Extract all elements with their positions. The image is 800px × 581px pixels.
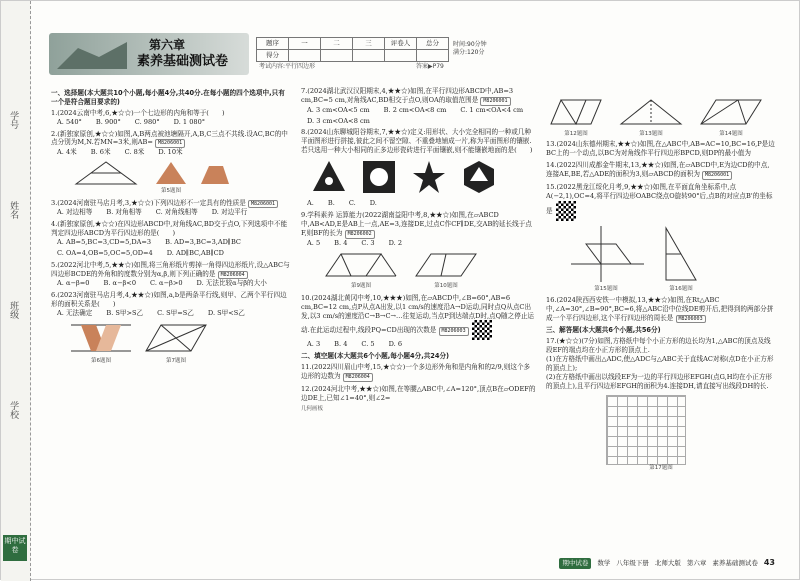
isosceles-parallelogram-figure	[546, 96, 606, 128]
figure-15	[566, 224, 646, 294]
figure-caption: 第7题图	[166, 357, 186, 364]
content-note: 考试内容:平行四边形	[259, 63, 316, 70]
score-cell[interactable]	[353, 50, 385, 62]
question-12	[301, 385, 536, 403]
time-limit: 时间:90分钟	[453, 41, 487, 48]
triangle-point-figure	[616, 96, 686, 128]
section-heading: 三、解答题(本大题共6个小题,共56分)	[546, 326, 661, 335]
figure-16	[656, 224, 706, 294]
figures-12-14	[546, 96, 776, 138]
figure-caption: 第15题图	[594, 286, 618, 293]
option: D. 1 080°	[173, 117, 206, 126]
score-cell[interactable]	[321, 50, 353, 62]
option: A. 对边相等	[57, 208, 93, 217]
figures-6-7	[71, 321, 291, 365]
option: A. α−β=0	[57, 279, 90, 288]
option: C. 1 cm<OA<4 cm	[460, 105, 524, 114]
option: B.	[327, 199, 335, 208]
question-code: M8206003	[676, 315, 706, 324]
question-text	[51, 199, 291, 209]
parallelogram-cf-figure	[321, 250, 401, 280]
score-header: 一	[289, 38, 321, 50]
option: A. 3	[307, 340, 321, 349]
figure-caption: 第12题图	[564, 130, 588, 137]
binding-margin	[1, 1, 31, 581]
parallelogram-figure	[141, 321, 211, 355]
option: A. 5	[307, 238, 321, 247]
right-triangle-cut-figure	[656, 224, 706, 284]
figure-caption: 第10题图	[434, 283, 458, 290]
option: A. 540°	[57, 117, 82, 126]
question-5	[51, 261, 291, 289]
hexagon-pattern-icon	[461, 159, 497, 195]
question-text: 1.(2024云南中考,6,★☆☆)一个七边形的内角和等于( )	[51, 108, 225, 117]
option: C. 980°	[134, 117, 160, 126]
grid-figure-17	[606, 395, 686, 465]
question-code: M8206001	[248, 200, 278, 209]
figure-10	[411, 250, 481, 290]
figure-12	[546, 96, 606, 138]
footer-subject: 数学	[597, 559, 611, 568]
square-pattern-icon	[361, 159, 397, 195]
option: D. AD∥BC,AB∥CD	[166, 248, 224, 257]
question-code: M8206003	[439, 327, 469, 336]
question-code: M8206001	[155, 139, 185, 148]
question-text: 10.(2024湖北黄冈中考,10,★★★)如图,在▱ABCD中,∠B=60°,AB=6 cm,BC=12 cm,点P从点A出发,以1 cm/s的速度沿A→D运动,同时点Q从点C出发,以3 cm/s的速度沿C→B→C→…往复运动,当点P到达端点D时,点Q随之停止运动.在此运动过程中,线段PQ=CD出现的次数是	[301, 293, 535, 335]
question-text: 8.(2024山东聊城阳谷期末,7,★★☆)定义:用形状、大小完全相同的一种或几种平面图形进行拼接,彼此之间不留空隙、不重叠地铺成一片,称为平面图形的镶嵌.若只选用一种大小相同的正多边形瓷砖进行平面镶嵌,则不能镶嵌地面的是( )	[301, 128, 533, 155]
figures-15-16	[566, 224, 776, 294]
figure-caption: 第17题图	[649, 464, 673, 471]
question-text: 15.(2022黑龙江绥化月考,9,★★☆)如图,在平面直角坐标系中,点A(−2,1),OC=4,将平行四边形OABC绕点O旋转90°后,点B的对应点B'的坐标是	[546, 182, 773, 215]
question-code: M8206001	[480, 97, 510, 106]
footer-grade: 八年级下册	[616, 559, 649, 568]
moving-points-figure	[411, 250, 481, 280]
option: B. 6米	[90, 148, 111, 157]
option: A. 4米	[57, 148, 77, 157]
question-14	[546, 161, 776, 180]
question-text: 5.(2022河北中考,5,★★☆)如图,将三角形纸片剪掉一角得四边形纸片,设△ABC与四边形BCDE的外角和的度数分别为α,β,则下列正确的是	[51, 260, 290, 278]
option: D. 无法比较α与β的大小	[196, 279, 267, 288]
option: C. α−β>0	[150, 279, 183, 288]
score-cell[interactable]	[385, 50, 417, 62]
question-4	[51, 220, 291, 258]
question-text: 2.(新独家原创,★☆☆)如图,A,B两点被池塘隔开,A,B,C三点不共线.设AC,BC的中点分别为M,N.若MN=3米,则AB=	[51, 129, 288, 147]
question-11	[301, 363, 536, 382]
question-code: M8206001	[702, 171, 732, 180]
question-text: 6.(2023河南驻马店月考,4,★★☆)如图,a,b是两条平行线,则甲、乙两个平行四边形的面积关系是( )	[51, 291, 287, 309]
question-1	[51, 109, 291, 127]
option: B. 对角相等	[106, 208, 142, 217]
question-15	[546, 183, 776, 221]
figure-9	[321, 250, 401, 290]
question-text: 17.(★☆☆)(7分)如图,方格纸中每个小正方形的边长均为1,△ABC的顶点及线段EF的端点均在小正方形的顶点上.	[546, 337, 771, 355]
question-text: 13.(2024山东德州期末,★★☆)如图,在△ABC中,AB=AC=10,BC=16,P是边BC上的一个动点,以BC为对角线作平行四边形BPCD,则DP的最小值为	[546, 140, 775, 158]
figure-6	[71, 321, 131, 365]
question-text	[51, 261, 291, 280]
section-heading: 一、选择题(本大题共10个小题,每小题4分,共40分.在每小题的四个选项中,只有一个是符合题目要求的)	[51, 89, 285, 106]
section-heading: 二、填空题(本大题共6个小题,每小题4分,共24分)	[301, 352, 450, 361]
question-16	[546, 296, 776, 324]
question-17	[546, 337, 776, 472]
option: B. 4	[334, 238, 348, 247]
question-2	[51, 130, 291, 196]
question-text: 14.(2022四川成都金牛期末,13,★★☆)如图,在▱ABCD中,E为边CD的中点,连接AE,BE,若△ADE的面积为3,则▱ABCD的面积为	[546, 161, 770, 178]
score-cell: 得分	[257, 50, 289, 62]
pond-triangle-figure	[71, 160, 141, 186]
parallel-lines-figure	[71, 321, 131, 355]
figure-14	[696, 96, 766, 138]
question-code: M8206004	[343, 373, 373, 382]
option: B. S甲>S乙	[106, 309, 144, 318]
question-code: M8206004	[218, 271, 248, 280]
midpoint-parallelogram-figure	[696, 96, 766, 128]
question-text: 4.(新独家原创,★☆☆)在四边形ABCD中,对角线AC,BD交于点O,下列选项中不能判定四边形ABCD为平行四边形的是( )	[51, 220, 288, 238]
page-footer	[559, 558, 775, 569]
exam-title: 素养基础测试卷	[137, 54, 229, 69]
option: A.	[307, 199, 314, 208]
qr-code-icon[interactable]	[556, 201, 576, 221]
option: A. AB=5,BC=3,CD=5,DA=3	[57, 237, 152, 246]
option: C. 对角线相等	[155, 208, 198, 217]
footer-title: 素养基础测试卷	[712, 559, 758, 568]
figure-7	[141, 321, 211, 365]
question-3	[51, 199, 291, 218]
option: B. AD=3,BC=3,AD∥BC	[165, 237, 241, 246]
option: D. 对边平行	[211, 208, 248, 217]
question-text	[51, 130, 291, 149]
figure-caption: 第13题图	[639, 130, 663, 137]
score-header: 三	[353, 38, 385, 50]
question-text	[301, 87, 536, 106]
question-8	[301, 128, 536, 208]
qr-code-icon[interactable]	[472, 320, 492, 340]
figure-caption: 第5题图	[161, 188, 181, 195]
option: D. 3 cm<OA<8 cm	[307, 116, 370, 125]
page-number: 43	[763, 558, 775, 568]
score-header: 评卷人	[385, 38, 417, 50]
figure-caption: 第14题图	[719, 130, 743, 137]
question-13	[546, 140, 776, 158]
question-text: 16.(2024陕西西安铁一中模拟,13,★★☆)如图,在Rt△ABC中,∠A=30°,∠B=90°,BC=6,将△ABC沿中位线DE剪开后,把得到的两部分拼成一个平行四边形,这个平行四边形的周长是	[546, 295, 774, 322]
figure-caption: 第9题图	[351, 283, 371, 290]
footer-chapter: 第六章	[686, 559, 707, 568]
qr-note: 几何画板	[301, 405, 324, 412]
question-text	[301, 211, 536, 239]
question-9	[301, 211, 536, 291]
coordinate-figure	[566, 224, 646, 284]
score-header: 总分	[417, 38, 449, 50]
star-pentagon-icon	[411, 159, 447, 195]
question-text	[301, 294, 536, 341]
footer-tag: 期中试卷	[559, 558, 591, 569]
figures-9-10	[321, 250, 536, 290]
score-cell[interactable]	[289, 50, 321, 62]
figure-13	[616, 96, 686, 138]
score-cell[interactable]	[417, 50, 449, 62]
option: C. 3	[361, 238, 375, 247]
question-text: 12.(2024河北中考,★★☆)如图,在等腰△ABC中,∠A=120°,顶点B在▱ODEF的边DE上,已知∠1=40°,则∠2=	[301, 384, 536, 402]
score-table	[256, 37, 449, 62]
option: C. S甲=S乙	[157, 309, 194, 318]
option: B. 4	[334, 340, 348, 349]
chapter-number: 第六章	[149, 38, 186, 52]
option: C.	[348, 199, 356, 208]
option: A. 3 cm<OA<5 cm	[307, 105, 370, 114]
question-text: 11.(2022四川眉山中考,15,★☆☆)一个多边形外角和是内角和的2/9,则这个多边形的边数为	[301, 363, 531, 381]
option: D.	[369, 199, 377, 208]
chapter-header	[49, 33, 249, 75]
option: D. 10米	[158, 148, 183, 157]
option: C. 8米	[124, 148, 145, 157]
figure-caption: 第6题图	[91, 357, 111, 364]
column-3	[546, 93, 776, 475]
option: B. 900°	[95, 117, 121, 126]
class-label: 班级	[8, 301, 19, 319]
question-text: 7.(2024湖北武汉汉阳期末,4,★★☆)如图,在平行四边形ABCD中,AB=3 cm,BC=5 cm,对角线AC,BD相交于点O,则OA的取值范围是	[301, 87, 514, 104]
cut-triangle-figure	[151, 160, 231, 186]
full-score: 满分:120分	[453, 48, 485, 56]
option: A. 无法确定	[57, 309, 93, 318]
score-header: 题序	[257, 38, 289, 50]
question-text: 3.(2024河南驻马店月考,3,★☆☆)下列四边形不一定具有的性质是	[51, 198, 246, 207]
question-10	[301, 294, 536, 350]
column-1	[51, 87, 291, 368]
score-header: 二	[321, 38, 353, 50]
option: D. 2	[388, 238, 403, 247]
column-2	[301, 87, 536, 413]
subquestion: (1)在方格纸中画出△ADC,使△ADC与△ABC关于直线AC对称(点D在小正方形的顶点上);	[546, 355, 774, 372]
student-id-label: 学号	[8, 111, 19, 129]
option: B. 2 cm<OA<8 cm	[383, 105, 447, 114]
option: B. α−β<0	[103, 279, 137, 288]
question-text: 9.学科素养 运算能力(2022湖南益阳中考,8,★★☆)如图,在▱ABCD中,AB<AD,E是AB上一点,AE=3,连接DE,过点C作CF∥DE,交AB的延长线于点F,则BF的长为	[301, 210, 532, 237]
header-illustration	[57, 39, 127, 69]
answer-reference: 答案▶P79	[416, 63, 444, 70]
name-label: 姓名	[8, 201, 19, 219]
option: C. 5	[361, 340, 375, 349]
figure-5	[71, 160, 291, 186]
option: D. S甲<S乙	[207, 309, 245, 318]
footer-edition: 北师大版	[654, 559, 681, 568]
tiling-options	[311, 159, 536, 195]
subquestion: (2)在方格纸中画出以线段EF为一边的平行四边形EFGH(点G,H均在小正方形的顶点上),且平行四边形EFGH的面积为4.连接DH,请直接写出线段DH的长.	[546, 372, 773, 390]
option: C. OA=4,OB=5,OC=5,OD=4	[57, 248, 153, 257]
question-6	[51, 291, 291, 365]
school-label: 学校	[8, 401, 19, 419]
figure-caption: 第16题图	[669, 286, 693, 293]
question-code: M8206002	[345, 230, 375, 239]
brand-logo: 期中试卷	[3, 535, 27, 561]
option: D. 6	[388, 340, 403, 349]
question-7	[301, 87, 536, 125]
propeller-tile-icon	[311, 159, 347, 195]
time-info	[453, 41, 487, 57]
